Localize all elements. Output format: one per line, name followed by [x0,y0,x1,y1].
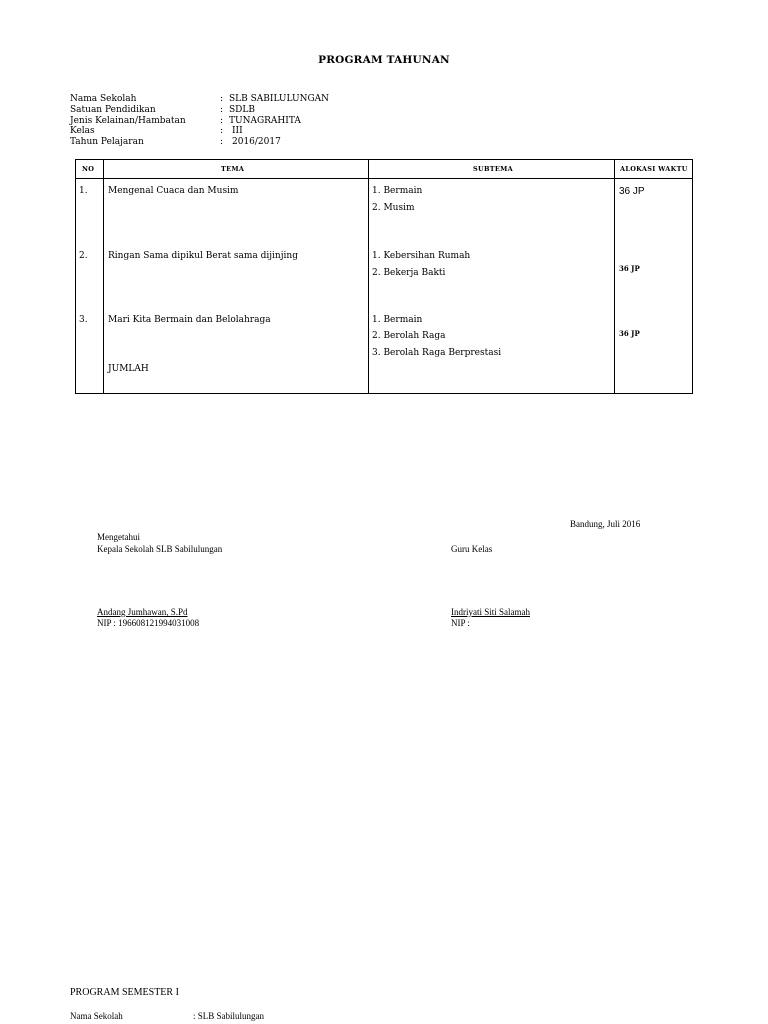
table-border-top [75,159,693,160]
row-subtema-item: 2. Berolah Raga [372,331,446,341]
table-border-left [75,159,76,394]
info-separator: : [220,126,224,136]
header-subtema: SUBTEMA [473,165,513,173]
table-col-divider [614,159,615,394]
next-info-label: Nama Sekolah [70,1011,123,1021]
info-value: 2016/2017 [232,137,281,147]
header-no: NO [82,165,95,173]
document-title: PROGRAM TAHUNAN [318,54,450,66]
info-separator: : [220,105,224,115]
place-date: Bandung, Juli 2016 [570,519,641,529]
next-info-value: : SLB Sabilulungan [193,1011,265,1021]
table-col-divider [368,159,369,394]
info-value: SDLB [229,105,255,115]
row-subtema-item: 1. Bermain [372,315,423,325]
table-border-right [692,159,693,394]
info-separator: : [220,137,224,147]
info-separator: : [220,116,224,126]
row-alokasi: 36 JP [619,186,645,197]
table-col-divider [103,159,104,394]
info-value: TUNAGRAHITA [229,116,301,126]
row-number: 2. [79,251,88,261]
info-value: SLB SABILULUNGAN [229,94,330,104]
teacher-name: Indriyati Siti Salamah [451,607,530,617]
row-tema: Mengenal Cuaca dan Musim [108,186,239,196]
row-subtema-item: 1. Bermain [372,186,423,196]
teacher-title: Guru Kelas [451,544,493,554]
teacher-nip: NIP : [451,618,470,628]
next-section-title: PROGRAM SEMESTER I [70,987,179,998]
row-tema: Mari Kita Bermain dan Belolahraga [108,315,271,325]
table-border-bottom [75,393,693,394]
info-value: III [232,126,243,136]
row-subtema-item: 1. Kebersihan Rumah [372,251,471,261]
info-label: Nama Sekolah [70,94,137,104]
info-label: Jenis Kelainan/Hambatan [70,116,186,126]
row-subtema-item: 2. Bekerja Bakti [372,268,446,278]
row-alokasi: 36 JP [619,329,640,338]
row-subtema-item: 2. Musim [372,203,415,213]
total-label: JUMLAH [108,364,149,374]
info-label: Tahun Pelajaran [70,137,144,147]
row-tema: Ringan Sama dipikul Berat sama dijinjing [108,251,298,261]
row-number: 1. [79,186,88,196]
info-label: Kelas [70,126,95,136]
header-alokasi-waktu: ALOKASI WAKTU [620,165,688,173]
mengetahui-label: Mengetahui [97,532,140,542]
headmaster-name: Andang Jumhawan, S.Pd [97,607,188,617]
table-header-divider [75,178,693,179]
info-separator: : [220,94,224,104]
headmaster-nip: NIP : 196608121994031008 [97,618,200,628]
row-number: 3. [79,315,88,325]
header-tema: TEMA [221,165,245,173]
headmaster-title: Kepala Sekolah SLB Sabilulungan [97,544,223,554]
row-alokasi: 36 JP [619,264,640,273]
info-label: Satuan Pendidikan [70,105,156,115]
row-subtema-item: 3. Berolah Raga Berprestasi [372,348,502,358]
